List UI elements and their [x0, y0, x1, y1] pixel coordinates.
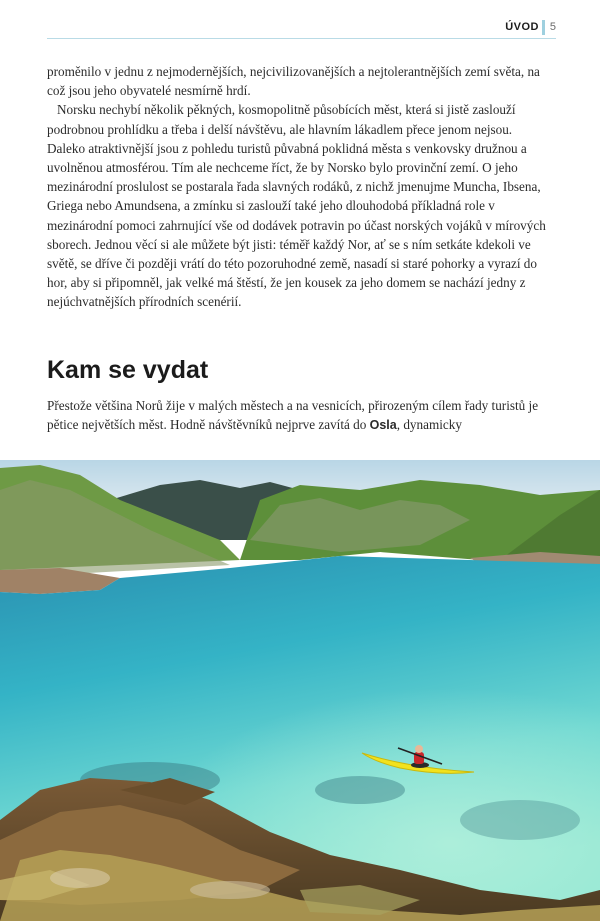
section-intro	[47, 396, 547, 435]
running-header	[47, 16, 556, 39]
place-name: Osla	[369, 418, 397, 433]
paragraph: Norsku nechybí několik pěkných, kosmopolitně působících měst, která si jistě zaslouží podrobnou prohlídku a třeba i delší návštěvu, ale hlavním lákadlem přece jenom nejsou. Daleko atraktivnější jsou z pohledu turistů půvabná poklidná města s venkovsky družnou a uvolněnou atmosférou. Tím ale nechceme říct, že by Norsko bylo provinční zemí. O jeho mezinárodní proslulost se postarala řada slavných rodáků, z nichž jmenujme Muncha, Ibsena, Griega nebo Amundsena, a zmínku si zaslouží také jeho dlouhodobá příkladná role v mezinárodní pomoci zahrnující vše od dodávek potravin po účast norských vojáků v mírových sborech. Jednou věcí si ale můžete být jisti: téměř každý Nor, ať se s ním setkáte kdekoli ve světě, se dříve či později vrátí do této pozoruhodné země, nasadí si staré pohorky a vyrazí do hor, aby si připomněl, jak velké má štěstí, že jen kousek za jeho domem se nachází jedny z nejúchvatnějších přírodních scenérií.	[47, 102, 546, 310]
intro-text: Přestože většina Norů žije v malých městech a na vesnicích, přirozeným cílem řady turistů je pětice největších měst. Hodně návštěvníků nejprve zavítá do	[47, 398, 539, 433]
header-divider	[542, 20, 545, 35]
intro-text-continued: , dynamicky	[396, 417, 462, 433]
body-text	[47, 62, 547, 312]
section-title: ÚVOD	[505, 21, 539, 33]
paragraph: proměnilo v jednu z nejmodernějších, nejcivilizovanějších a nejtolerantnějších zemí světa, na což jsou jeho obyvatelé nesmírně hrdí.	[47, 64, 540, 99]
fjord-kayak-photo	[0, 460, 600, 921]
page-number: 5	[549, 21, 556, 33]
section-heading: Kam se vydat	[47, 356, 209, 384]
